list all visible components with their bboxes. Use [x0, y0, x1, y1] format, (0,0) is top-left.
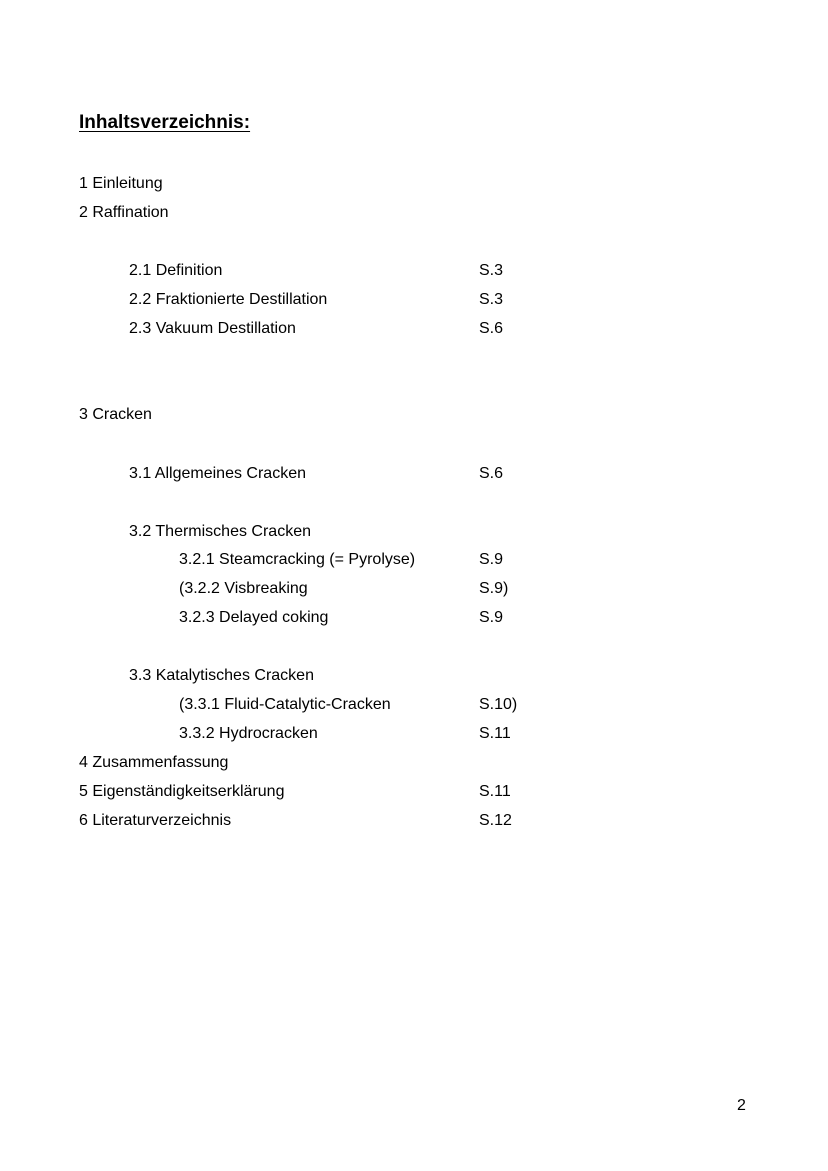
toc-entry-page: S.9) — [479, 580, 509, 597]
toc-entry — [0, 548, 828, 572]
toc-entry — [0, 403, 828, 427]
toc-entry — [0, 288, 828, 312]
toc-entry — [0, 780, 828, 804]
toc-entry — [0, 606, 828, 630]
toc-entry-page: S.3 — [479, 262, 504, 279]
toc-entry-page: S.10) — [479, 696, 518, 713]
toc-entry — [0, 722, 828, 746]
toc-entry-label: 1 Einleitung — [79, 175, 163, 192]
toc-entry-page: S.6 — [479, 320, 504, 337]
toc-entry-label: 4 Zusammenfassung — [79, 754, 229, 771]
toc-entry-label: 3.3.2 Hydrocracken — [179, 725, 318, 742]
page-number: 2 — [737, 1097, 746, 1114]
toc-entry — [0, 809, 828, 833]
toc-entry-label: (3.2.2 Visbreaking — [179, 580, 308, 597]
toc-entry — [0, 520, 828, 544]
toc-entry — [0, 259, 828, 283]
toc-entry-label: 3.2.3 Delayed coking — [179, 609, 329, 626]
toc-entry-page: S.9 — [479, 609, 504, 626]
toc-entry-label: 2.2 Fraktionierte Destillation — [129, 291, 328, 308]
toc-entry-page: S.12 — [479, 812, 512, 829]
toc-entry-label: 2 Raffination — [79, 204, 169, 221]
toc-entry-page: S.11 — [479, 725, 511, 742]
toc-entry — [0, 664, 828, 688]
toc-entry — [0, 693, 828, 717]
toc-entry-label: 3.3 Katalytisches Cracken — [129, 667, 314, 684]
toc-entry-label: 3.1 Allgemeines Cracken — [129, 465, 306, 482]
toc-entry-label: 3 Cracken — [79, 406, 152, 423]
toc-entry-page: S.3 — [479, 291, 504, 308]
toc-entry-page: S.9 — [479, 551, 504, 568]
toc-entry-label: 3.2.1 Steamcracking (= Pyrolyse) — [179, 551, 416, 568]
toc-entry-page: S.6 — [479, 465, 504, 482]
toc-entry-label: 5 Eigenständigkeitserklärung — [79, 783, 285, 800]
toc-title: Inhaltsverzeichnis: — [79, 112, 251, 133]
toc-entry — [0, 462, 828, 486]
toc-entry-label: 3.2 Thermisches Cracken — [129, 523, 311, 540]
toc-entry-label: 6 Literaturverzeichnis — [79, 812, 232, 829]
toc-entry-label: 2.3 Vakuum Destillation — [129, 320, 296, 337]
toc-entry — [0, 317, 828, 341]
toc-entry — [0, 751, 828, 775]
toc-entry-page: S.11 — [479, 783, 511, 800]
toc-entry-label: (3.3.1 Fluid-Catalytic-Cracken — [179, 696, 391, 713]
toc-entry — [0, 201, 828, 225]
toc-entry — [0, 172, 828, 196]
toc-entry-label: 2.1 Definition — [129, 262, 223, 279]
toc-entry — [0, 577, 828, 601]
